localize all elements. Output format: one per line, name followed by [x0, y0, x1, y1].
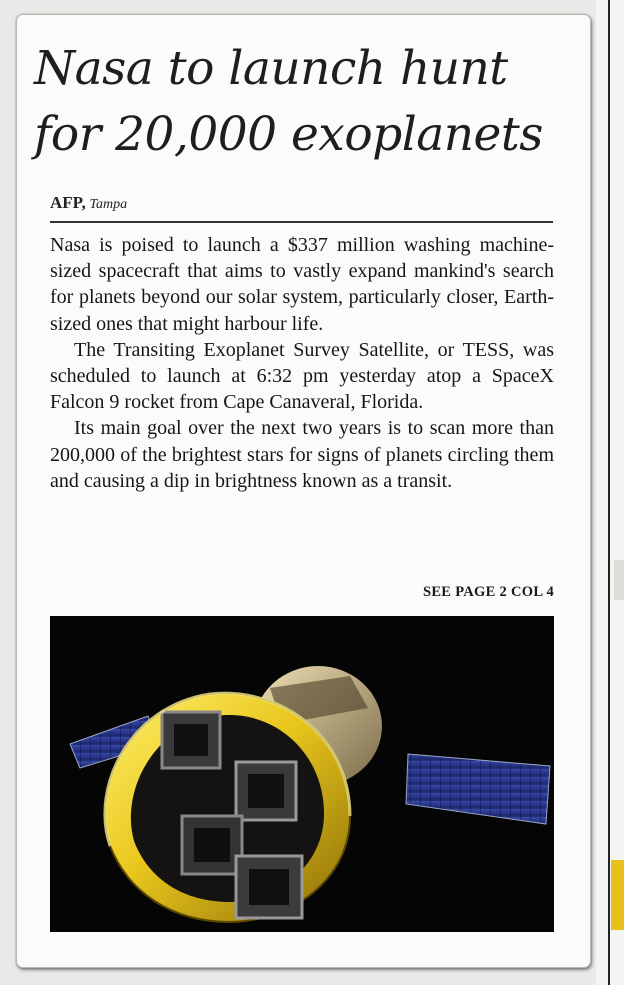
byline-divider: [50, 221, 553, 223]
tess-satellite-photo: [50, 616, 554, 932]
byline-agency: AFP,: [50, 193, 86, 212]
continued-reference: SEE PAGE 2 COL 4: [422, 584, 554, 600]
paragraph-3: Its main goal over the next two years is to scan more than 200,000 of the brightest stars for signs of planets circling them and causing a dip in brightness known as a transit.: [50, 417, 554, 492]
satellite-illustration: [50, 616, 554, 932]
adjacent-page-strip: [596, 0, 624, 985]
paragraph-2: The Transiting Exoplanet Survey Satellite, or TESS, was scheduled to launch at 6:32 pm yesterday atop a SpaceX Falcon 9 rocket from Cape Canaveral, Florida.: [50, 338, 554, 414]
adjacent-page-yellow-fragment: [611, 860, 624, 930]
adjacent-page-fragment: [614, 560, 624, 600]
article-body: [50, 232, 554, 494]
byline-location: Tampa: [89, 197, 128, 212]
headline: Nasa to launch hunt for 20,000 exoplanets: [34, 41, 543, 162]
paragraph-1: Nasa is poised to launch a $337 million washing machine-sized spacecraft that aims to vastly expand mankind's search for planets beyond our solar system, particularly closer, Earth-sized ones that might harbour life.: [50, 234, 554, 335]
adjacent-column-rule: [608, 0, 610, 985]
byline: [50, 193, 127, 213]
